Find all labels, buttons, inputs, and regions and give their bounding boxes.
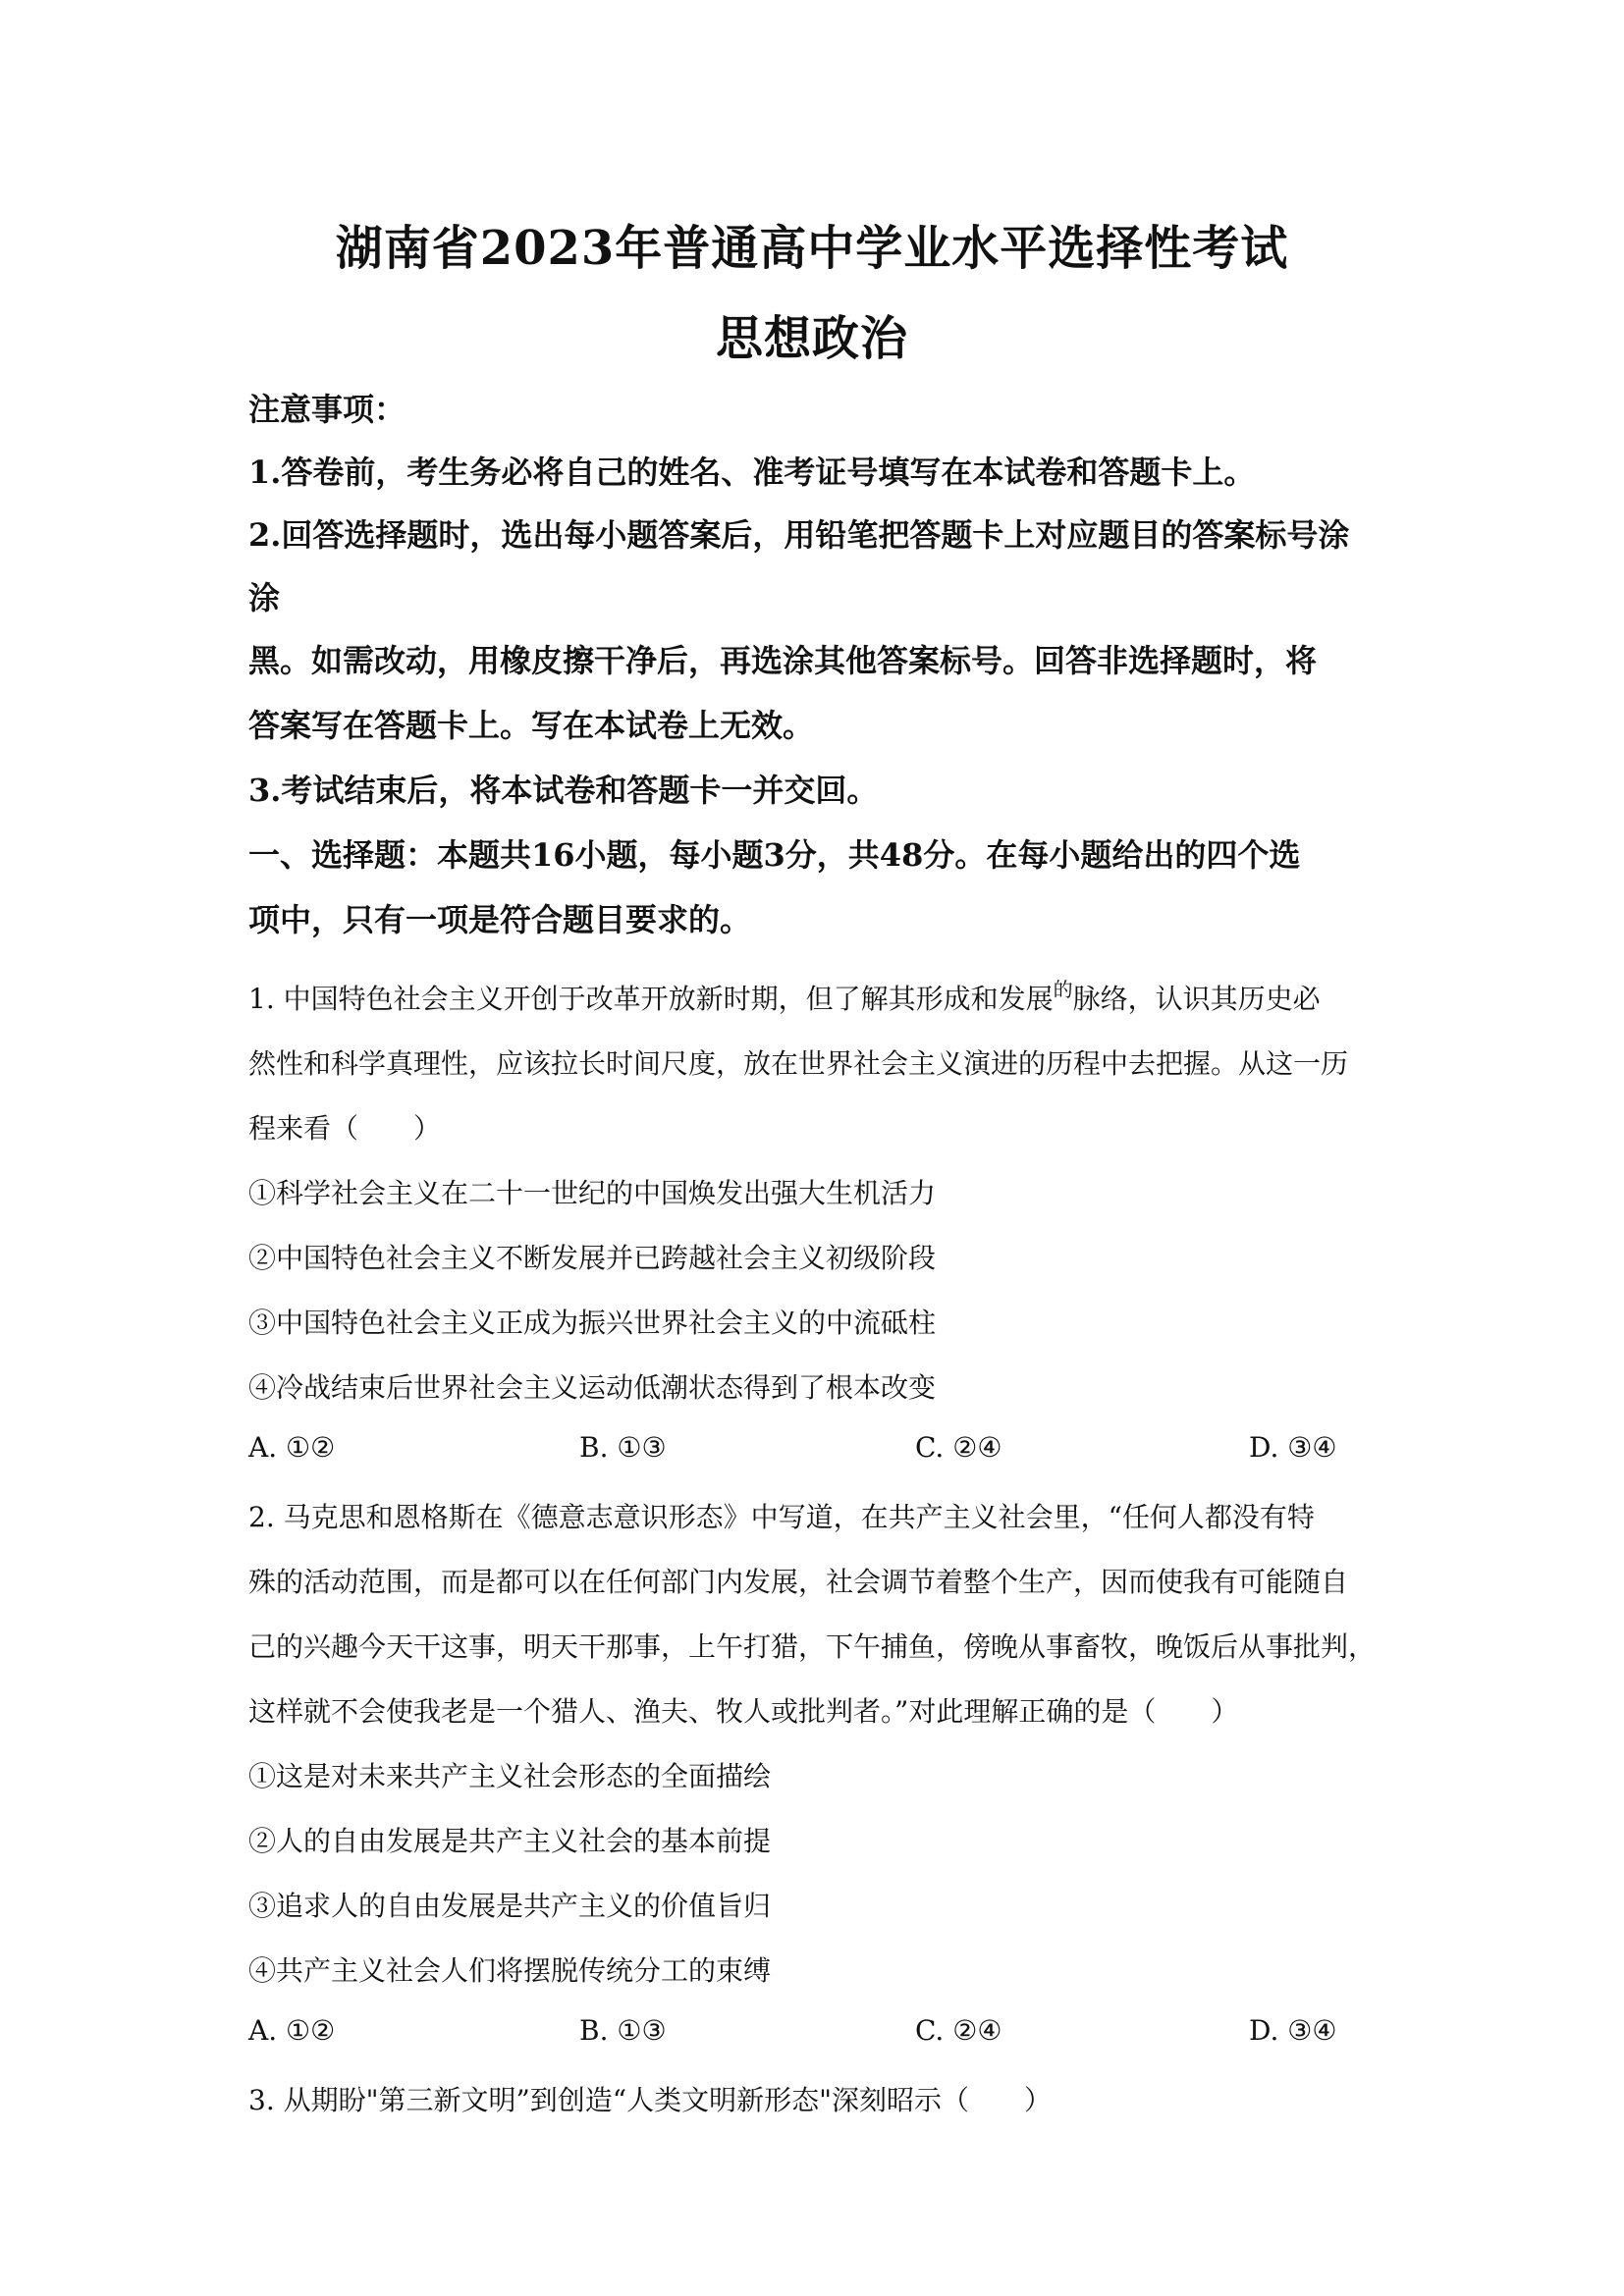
exam-title: 湖南省2023年普通高中学业水平选择性考试 xyxy=(335,221,1289,276)
statement: ②人的自由发展是共产主义社会的基本前提 xyxy=(248,1825,772,1857)
notice-heading: 注意事项： xyxy=(248,391,406,428)
statement: ②中国特色社会主义不断发展并已跨越社会主义初级阶段 xyxy=(248,1242,937,1274)
question-2-line: 殊的活动范围，而是都可以在任何部门内发展，社会调节着整个生产，因而使我有可能随自 xyxy=(248,1566,1349,1598)
option-b: B. ①③ xyxy=(579,1431,667,1464)
question-text: 1. 中国特色社会主义开创于改革开放新时期，但了解其形成和发展 xyxy=(248,983,1054,1015)
question-text: 的 xyxy=(1053,978,1073,1001)
section-heading: 项中，只有一项是符合题目要求的。 xyxy=(248,901,752,938)
notice-item: 2.回答选择题时，选出每小题答案后，用铅笔把答题卡上对应题目的答案标号涂 xyxy=(248,516,1350,554)
statement: ③追求人的自由发展是共产主义的价值旨归 xyxy=(248,1890,772,1922)
option-c: C. ②④ xyxy=(915,1431,1002,1464)
option-a: A. ①② xyxy=(248,2014,336,2047)
statement: ①科学社会主义在二十一世纪的中国焕发出强大生机活力 xyxy=(248,1177,937,1209)
question-1-line: 程来看（ ） xyxy=(248,1112,442,1145)
question-2-line: 己的兴趣今天干这事，明天干那事，上午打猎，下午捕鱼，傍晚从事畜牧，晚饭后从事批判， xyxy=(248,1630,1377,1663)
notice-item: 答案写在答题卡上。写在本试卷上无效。 xyxy=(248,707,815,744)
option-b: B. ①③ xyxy=(579,2014,667,2047)
notice-item: 涂 xyxy=(248,579,281,616)
option-d: D. ③④ xyxy=(1249,1431,1337,1464)
option-a: A. ①② xyxy=(248,1431,336,1464)
notice-item: 3.考试结束后，将本试卷和答题卡一并交回。 xyxy=(248,772,879,809)
statement: ④共产主义社会人们将摆脱传统分工的束缚 xyxy=(248,1954,772,1987)
option-d: D. ③④ xyxy=(1249,2014,1337,2047)
option-c: C. ②④ xyxy=(915,2014,1002,2047)
statement: ①这是对未来共产主义社会形态的全面描绘 xyxy=(248,1760,772,1792)
question-3-line: 3. 从期盼"第三新文明”到创造“人类文明新形态"深刻昭示（ ） xyxy=(248,2084,1053,2116)
question-1-line xyxy=(248,978,1321,1017)
exam-subject: 思想政治 xyxy=(715,311,908,366)
question-2-line: 2. 马克思和恩格斯在《德意志意识形态》中写道，在共产主义社会里，“任何人都没有特 xyxy=(248,1501,1315,1533)
notice-item: 1.答卷前，考生务必将自己的姓名、准考证号填写在本试卷和答题卡上。 xyxy=(248,454,1256,491)
section-heading: 一、选择题：本题共16小题，每小题3分，共48分。在每小题给出的四个选 xyxy=(248,836,1301,874)
question-text: 脉络，认识其历史必 xyxy=(1072,983,1321,1015)
statement: ④冷战结束后世界社会主义运动低潮状态得到了根本改变 xyxy=(248,1371,937,1404)
question-2-line: 这样就不会使我老是一个猎人、渔夫、牧人或批判者。”对此理解正确的是（ ） xyxy=(248,1695,1239,1728)
statement: ③中国特色社会主义正成为振兴世界社会主义的中流砥柱 xyxy=(248,1307,937,1339)
notice-item: 黑。如需改动，用橡皮擦干净后，再选涂其他答案标号。回答非选择题时，将 xyxy=(248,642,1318,679)
question-1-line: 然性和科学真理性，应该拉长时间尺度，放在世界社会主义演进的历程中去把握。从这一历 xyxy=(248,1047,1349,1080)
